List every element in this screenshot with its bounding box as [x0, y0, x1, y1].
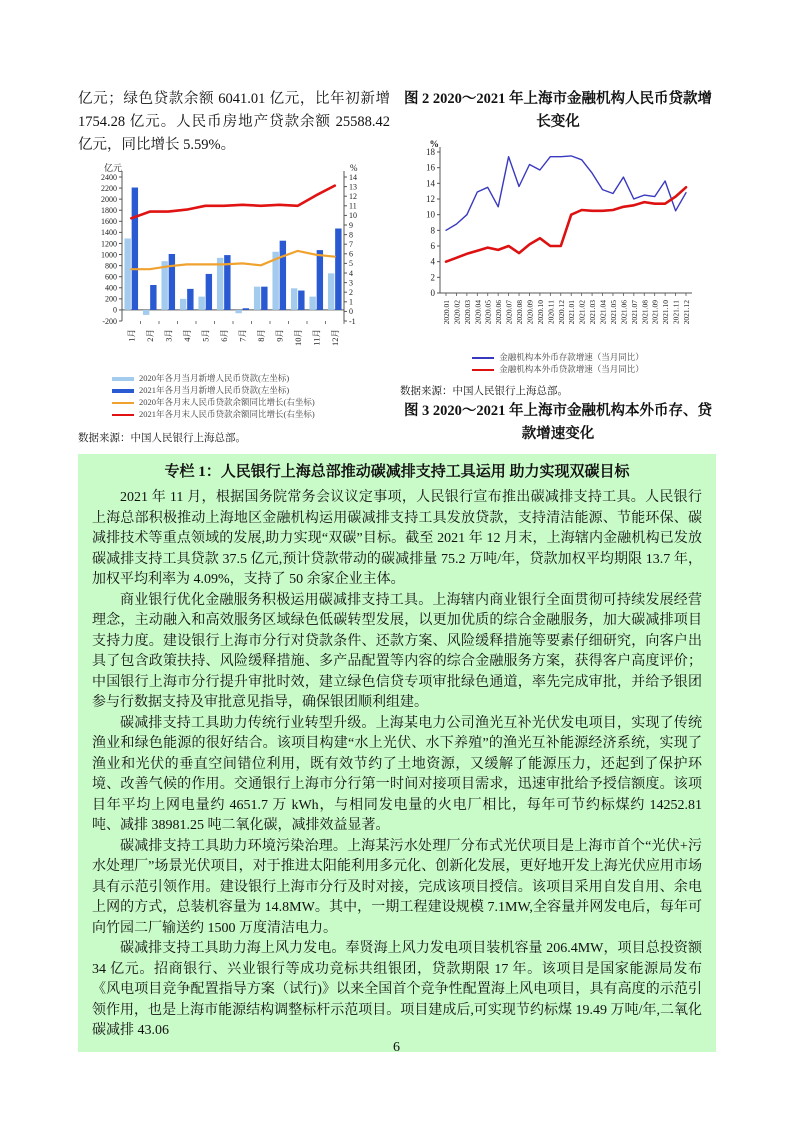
figure2-caption: 图 2 2020～2021 年上海市金融机构人民币贷款增长变化 — [403, 91, 713, 130]
legend-label: 金融机构本外币贷款增速（当月同比） — [499, 364, 644, 374]
svg-text:7: 7 — [349, 240, 353, 249]
svg-text:2021.05: 2021.05 — [608, 300, 618, 325]
svg-text:2月: 2月 — [144, 329, 155, 342]
figure3-legend-wrap — [400, 351, 716, 375]
svg-text:6: 6 — [349, 249, 353, 259]
svg-text:2021.03: 2021.03 — [588, 300, 598, 325]
svg-text:2020.09: 2020.09 — [525, 300, 535, 325]
page-number: 6 — [393, 1040, 400, 1055]
legend-label: 2021年各月当月新增人民币贷款(左坐标) — [139, 385, 290, 395]
svg-text:16: 16 — [426, 162, 435, 173]
svg-text:5月: 5月 — [200, 329, 211, 342]
figure2-source-note: 数据来源：中国人民银行上海总部。 — [78, 433, 246, 444]
column-1-paragraphs — [92, 488, 702, 1042]
svg-text:4月: 4月 — [181, 329, 192, 342]
svg-text:600: 600 — [105, 272, 117, 282]
svg-text:12月: 12月 — [329, 329, 340, 347]
svg-text:2021.04: 2021.04 — [598, 300, 608, 325]
svg-text:12: 12 — [349, 192, 357, 201]
svg-text:1400: 1400 — [101, 228, 117, 238]
legend-label: 2021年各月末人民币贷款余额同比增长(右坐标) — [139, 409, 315, 419]
svg-text:-1: -1 — [349, 316, 356, 326]
svg-text:18: 18 — [426, 147, 435, 157]
figure2-legend — [112, 372, 390, 420]
svg-text:7月: 7月 — [237, 329, 248, 342]
svg-text:2021.08: 2021.08 — [640, 300, 650, 325]
intro-paragraph: 亿元；绿色贷款余额 6041.01 亿元，比年初新增 1754.28 亿元。人民币房地产贷款余额 25588.42 亿元，同比增长 5.59%。 — [78, 91, 390, 153]
legend-swatch — [112, 377, 134, 381]
svg-text:%: % — [350, 163, 358, 173]
svg-text:2020.04: 2020.04 — [473, 300, 483, 325]
column-paragraph: 碳减排支持工具助力海上风力发电。奉贤海上风力发电项目装机容量 206.4MW，项目总投资额 34 亿元。招商银行、兴业银行等成功竞标共组银团，贷款期限 17 年。该项目是国家能源局发布《风电项目竞争配置指导方案（试行)》以来全国首个竞争性配置海上风电项目，具有高度的示范引领作用，也是上海市能源结构调整标杆示范项目。项目建成后,可实现节约标煤 19.49 万吨/年,二氧化碳减排 43.06 — [92, 941, 702, 1038]
svg-text:4: 4 — [349, 268, 353, 278]
svg-text:2020.07: 2020.07 — [504, 300, 514, 325]
legend-item — [112, 396, 390, 408]
column-paragraph: 碳减排支持工具助力传统行业转型升级。上海某电力公司渔光互补光伏发电项目，实现了传统渔业和绿色能源的很好结合。该项目构建“水上光伏、水下养殖”的渔光互补能源经济系统，实现了渔业和光伏的垂直空间错位利用，既有效节约了土地资源，又缓解了能源压力，还起到了保护环境、改善气候的作用。交通银行上海市分行第一时间对接项目需求，迅速审批给予授信额度。该项目年平均上网电量约 4651.7 万 kWh，与相同发电量的火电厂相比，每年可节约标煤约 14252.81 吨、减排 38981.25 吨二氧化碳，减排效益显著。 — [92, 715, 702, 833]
svg-text:2000: 2000 — [101, 194, 117, 204]
legend-item — [112, 384, 390, 396]
svg-text:1月: 1月 — [126, 329, 137, 342]
svg-text:13: 13 — [349, 182, 357, 192]
svg-text:1: 1 — [349, 297, 353, 307]
svg-text:2021.01: 2021.01 — [567, 300, 577, 325]
right-column — [400, 88, 716, 446]
legend-item — [472, 363, 644, 375]
svg-text:8: 8 — [349, 230, 353, 240]
svg-text:%: % — [429, 140, 439, 150]
left-column — [78, 88, 390, 446]
column-1-box — [78, 454, 716, 1052]
legend-label: 2020年各月末人民币贷款余额同比增长(右坐标) — [139, 397, 315, 407]
figure3-chart — [400, 138, 716, 375]
svg-text:0: 0 — [113, 305, 117, 315]
svg-text:4: 4 — [430, 256, 435, 267]
svg-text:10: 10 — [349, 211, 357, 221]
svg-text:2020.02: 2020.02 — [452, 300, 462, 325]
svg-text:5: 5 — [349, 259, 353, 269]
svg-text:2020.03: 2020.03 — [462, 300, 472, 325]
svg-text:6: 6 — [430, 241, 435, 251]
svg-text:10: 10 — [426, 209, 435, 220]
column-1-title: 专栏 1：人民银行上海总部推动碳减排支持工具运用 助力实现双碳目标 — [164, 464, 630, 480]
svg-text:14: 14 — [349, 172, 357, 182]
legend-item — [472, 351, 644, 363]
svg-text:2020.05: 2020.05 — [483, 300, 493, 325]
svg-text:11: 11 — [349, 201, 357, 211]
svg-text:2020.08: 2020.08 — [515, 300, 525, 325]
svg-text:10月: 10月 — [292, 329, 303, 347]
svg-text:亿元: 亿元 — [103, 163, 122, 173]
svg-text:2020.06: 2020.06 — [494, 300, 504, 325]
svg-text:2021.10: 2021.10 — [661, 300, 671, 325]
svg-text:12: 12 — [426, 194, 435, 204]
svg-text:200: 200 — [105, 294, 117, 304]
svg-text:8月: 8月 — [255, 329, 266, 342]
svg-text:1800: 1800 — [101, 206, 117, 216]
svg-text:-200: -200 — [102, 316, 117, 326]
svg-text:2020.12: 2020.12 — [556, 300, 566, 325]
legend-swatch — [472, 357, 494, 360]
figure3-source-note: 数据来源：中国人民银行上海总部。 — [400, 386, 568, 397]
legend-item — [112, 372, 390, 384]
bar-line-combo-chart — [78, 161, 384, 363]
svg-text:2021.07: 2021.07 — [629, 300, 639, 325]
svg-text:2400: 2400 — [101, 172, 117, 182]
svg-text:0: 0 — [430, 288, 435, 298]
svg-text:9: 9 — [349, 220, 353, 230]
legend-swatch — [472, 369, 494, 372]
legend-swatch — [112, 402, 134, 405]
column-paragraph: 商业银行优化金融服务积极运用碳减排支持工具。上海辖内商业银行全面贯彻可持续发展经营理念，主动融入和高效服务区域绿色低碳转型发展，以更加优质的综合金融服务，加大碳减排项目支持力度。建设银行上海市分行对贷款条件、还款方案、风险缓释措施等要素仔细研究，向客户出具了包含政策扶持、风险缓释措施、多产品配置等内容的综合金融服务方案，获得客户高度评价；中国银行上海市分行提升审批时效，建立绿色信贷专项审批绿色通道，率先完成审批，并给予银团参与行数据支持及审批意见指导，确保银团顺利组建。 — [92, 592, 702, 710]
svg-text:2021.12: 2021.12 — [682, 300, 691, 325]
svg-text:9月: 9月 — [274, 329, 285, 342]
figure2-chart — [78, 161, 390, 420]
svg-text:2020.01: 2020.01 — [442, 300, 451, 325]
svg-text:2021.11: 2021.11 — [671, 300, 681, 325]
svg-text:2020.10: 2020.10 — [535, 300, 545, 325]
svg-text:6月: 6月 — [218, 329, 229, 342]
svg-text:1600: 1600 — [101, 217, 117, 227]
svg-text:0: 0 — [349, 307, 353, 317]
svg-text:8: 8 — [430, 225, 435, 236]
legend-item — [112, 408, 390, 420]
legend-swatch — [112, 389, 134, 393]
svg-text:2021.09: 2021.09 — [650, 300, 660, 325]
top-two-column-area — [78, 88, 716, 446]
svg-text:2: 2 — [430, 272, 435, 283]
line-chart — [400, 138, 712, 344]
svg-text:2: 2 — [349, 288, 353, 297]
svg-text:2200: 2200 — [101, 183, 117, 193]
svg-text:400: 400 — [105, 283, 117, 293]
svg-text:800: 800 — [105, 261, 117, 271]
svg-text:2020.11: 2020.11 — [546, 300, 556, 325]
legend-label: 2020年各月当月新增人民币贷款(左坐标) — [139, 373, 290, 383]
svg-text:1000: 1000 — [101, 250, 117, 260]
legend-swatch — [112, 414, 134, 417]
svg-text:2021.02: 2021.02 — [577, 300, 587, 325]
svg-text:1200: 1200 — [101, 239, 117, 249]
legend-label: 金融机构本外币存款增速（当月同比） — [499, 352, 644, 362]
svg-text:2021.06: 2021.06 — [619, 300, 629, 325]
column-paragraph: 2021 年 11 月，根据国务院常务会议议定事项，人民银行宣布推出碳减排支持工具。人民银行上海总部积极推动上海地区金融机构运用碳减排支持工具发放贷款，支持清洁能源、节能环保、碳减排技术等重点领域的发展,助力实现“双碳”目标。截至 2021 年 12 月末，上海辖内金融机构已发放碳减排支持工具贷款 37.5 亿元,预计贷款带动的碳减排量 75.2 万吨/年，贷款加权平均期限 13.7 年，加权平均利率为 4.09%，支持了 50 余家企业主体。 — [92, 490, 702, 587]
svg-text:14: 14 — [426, 178, 435, 189]
column-paragraph: 碳减排支持工具助力环境污染治理。上海某污水处理厂分布式光伏项目是上海市首个“光伏+污水处理厂”场景光伏项目，对于推进太阳能利用多元化、创新化发展，更好地开发上海光伏应用市场具有示范引领作用。建设银行上海市分行及时对接，完成该项目授信。该项目采用自发自用、余电上网的方式，总装机容量为 14.8MW。其中，一期工程建设规模 7.1MW,全容量并网发电后，每年可向竹园二厂输送约 1500 万度清洁电力。 — [92, 838, 702, 936]
figure3-legend — [472, 351, 644, 375]
svg-text:3月: 3月 — [163, 329, 174, 342]
svg-text:11月: 11月 — [311, 329, 322, 346]
svg-text:3: 3 — [349, 278, 353, 288]
figure3-caption: 图 3 2020～2021 年上海市金融机构本外币存、贷款增速变化 — [403, 403, 713, 442]
